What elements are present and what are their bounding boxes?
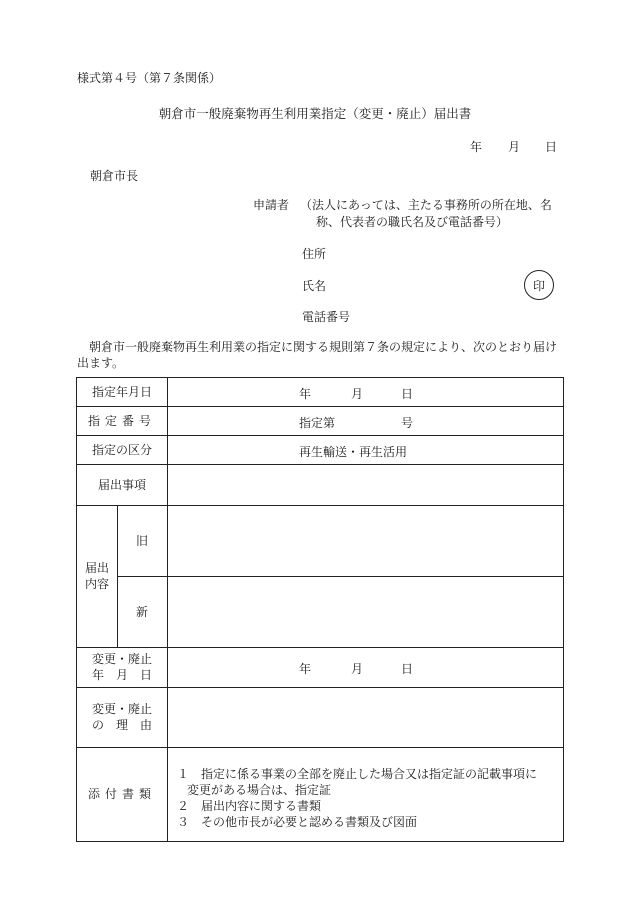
header-date-month: 月	[508, 140, 521, 154]
change-date-month: 月	[351, 662, 364, 676]
change-date-label	[77, 647, 167, 687]
applicant-note-line1: （法人にあっては、主たる事務所の所在地、名	[300, 198, 552, 212]
change-date-label-2: 年 月 日	[91, 668, 152, 682]
attachment-text-line1: 届出内容に関する書類	[201, 799, 322, 813]
designation-number-suffix: 号	[401, 416, 414, 430]
designation-number-prefix: 指定第	[299, 416, 336, 430]
designation-number-label: 指定番号	[87, 413, 156, 428]
addressee: 朝倉市長	[90, 169, 139, 183]
attachments-label: 添付書類	[87, 787, 156, 801]
attachment-num: ３	[177, 815, 190, 829]
designation-date-label: 指定年月日	[91, 385, 152, 399]
reason-label-2: の 理 由	[91, 718, 152, 732]
change-date-year: 年	[299, 662, 312, 676]
attachment-item	[177, 798, 561, 814]
seal-mark: 印	[524, 270, 554, 300]
attachment-text-line1: 指定に係る事業の全部を廃止した場合又は指定証の記載事項に	[201, 767, 538, 781]
form-number: 様式第４号（第７条関係）	[77, 71, 222, 85]
header-date-day: 日	[545, 140, 558, 154]
attachment-num: ２	[177, 799, 190, 813]
notification-content-label-1: 届出	[84, 561, 109, 575]
address-label: 住所	[302, 247, 327, 261]
change-date-label-1: 変更・廃止	[91, 652, 152, 666]
new-content-field[interactable]	[168, 576, 563, 647]
category-label: 指定の区分	[91, 442, 152, 457]
notification-item-label: 届出事項	[97, 477, 146, 492]
reason-label-1: 変更・廃止	[91, 702, 152, 716]
document-title: 朝倉市一般廃棄物再生利用業指定（変更・廃止）届出書	[158, 106, 472, 121]
old-content-field[interactable]	[168, 505, 563, 576]
new-label: 新	[135, 604, 148, 619]
reason-label	[77, 687, 167, 747]
attachments-list	[177, 766, 561, 830]
attachment-item	[177, 814, 561, 830]
body-text: 朝倉市一般廃棄物再生利用業の指定に関する規則第７条の規定により、次のとおり届け出ます。	[77, 340, 558, 370]
reason-field[interactable]	[168, 687, 563, 747]
attachment-item	[177, 766, 561, 782]
notification-item-field[interactable]	[168, 464, 563, 505]
applicant-label: 申請者	[253, 198, 290, 212]
name-label: 氏名	[302, 279, 327, 293]
designation-date-month: 月	[351, 387, 364, 401]
category-value: 再生輸送・再生活用	[299, 445, 408, 459]
attachment-text-line1: その他市長が必要と認める書類及び図面	[201, 815, 418, 829]
phone-label: 電話番号	[302, 310, 351, 324]
change-date-day: 日	[401, 662, 414, 676]
old-label: 旧	[135, 533, 148, 548]
attachment-num: １	[177, 767, 190, 781]
applicant-note-line2: 称、代表者の職氏名及び電話番号）	[316, 215, 509, 229]
notification-form-table	[76, 377, 564, 842]
header-date-year: 年	[470, 140, 483, 154]
designation-date-year: 年	[299, 387, 312, 401]
notification-content-label	[77, 505, 117, 647]
attachment-text-line2: 変更がある場合は、指定証	[187, 783, 332, 797]
notification-content-label-2: 内容	[84, 577, 109, 591]
designation-date-day: 日	[401, 387, 414, 401]
